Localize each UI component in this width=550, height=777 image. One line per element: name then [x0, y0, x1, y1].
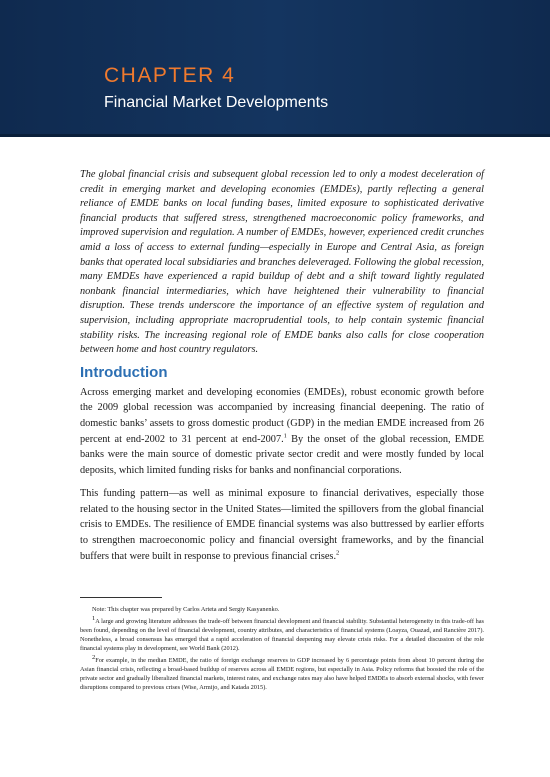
footnote-1-mark: 1: [92, 614, 96, 622]
footnote-ref-1[interactable]: 1: [283, 432, 287, 440]
chapter-label: CHAPTER 4: [104, 64, 236, 87]
footnote-1-text: A large and growing literature addresses the trade-off between financial development and financial stability. Substantial heterogeneity in this trade-off has been found, depending on the level of financial development, country attributes, and characteristics of financial systems (Loayza, Ouazad, and Rancière 2017). Nonetheless, a broad consensus has emerged that a rapid acceleration of financial deepening may elevate crisis risks. For a detailed discussion of the role financial systems play in development, see World Bank (2012).: [80, 618, 484, 652]
chapter-title: Financial Market Developments: [104, 94, 329, 111]
intro-paragraph-2-text: This funding pattern—as well as minimal exposure to financial derivatives, especially those related to the housing sector in the United States—limited the spillovers from the global financial crisis to EMDEs. The resilience of EMDE financial systems was also buttressed by earlier efforts to strengthen macroeconomic policy and financial oversight frameworks, and by the financial buffers that were built in response to previous financial crises.: [80, 488, 484, 562]
intro-paragraph-1: [80, 385, 484, 479]
chapter-abstract: The global financial crisis and subsequent global recession led to only a modest deceleration of credit in emerging market and developing economies (EMDEs), partly reflecting a general reliance of EMDE banks on local funding bases, limited exposure to sophisticated derivative financial products that suffered stress, strengthened macroeconomic policy frameworks, and improved supervision and regulation. A number of EMDEs, however, experienced credit crunches amid a loss of access to external funding—especially in Europe and Central Asia, as foreign banks that operated local subsidiaries and branches deleveraged. Following the global recession, many EMDEs have experienced a rapid buildup of debt and a shift toward lightly regulated nonbank financial intermediaries, which have heightened their vulnerability to financial disruption. These trends underscore the importance of an effective system of regulation and supervision, including appropriate macroprudential tools, to help contain systemic financial stability risks. The increasing regional role of EMDE banks also calls for close cooperation between home and host country regulators.: [80, 169, 484, 356]
chapter-body: [80, 168, 484, 572]
footnote-2: [80, 653, 484, 692]
chapter-credit-note: Note: This chapter was prepared by Carlos Arteta and Sergiy Kasyanenko.: [92, 606, 280, 613]
chapter-banner: [0, 0, 550, 137]
banner-divider: [0, 134, 550, 137]
footnote-divider: [80, 597, 162, 598]
intro-paragraph-1-text: Across emerging market and developing economies (EMDEs), robust economic growth before the 2009 global recession was accompanied by increasing financial deepening. The ratio of domestic banks’ assets to gross domestic product (GDP) in the median EMDE increased from 26 percent at end-2002 to 31 percent at end-2007.: [80, 386, 484, 445]
footnote-ref-2[interactable]: 2: [336, 549, 340, 557]
footnote-2-mark: 2: [92, 653, 96, 661]
footnotes: [80, 605, 484, 695]
footnote-1: [80, 614, 484, 653]
footnote-2-text: For example, in the median EMDE, the ratio of foreign exchange reserves to GDP increased by 6 percentage points from about 10 percent during the Asian financial crisis, reflecting a broad-based buildup of reserves across all EMDE regions, but especially in Asia. Policy reforms that boosted the role of the private sector and gradually liberalized financial markets, interest rates, and exchange rates may also have helped EMDEs to absorb external shocks, with fewer disruptions compared to previous crises (Wise, Armijo, and Katada 2015).: [80, 657, 484, 691]
intro-paragraph-1-tail: By the onset of the global recession, EMDE banks were the main source of domestic private sector credit and were mostly funded by local deposits, which limited funding risks for banks and nonfinancial corporations.: [80, 433, 484, 476]
intro-paragraph-2: [80, 486, 484, 564]
section-heading-introduction: Introduction: [80, 363, 168, 381]
